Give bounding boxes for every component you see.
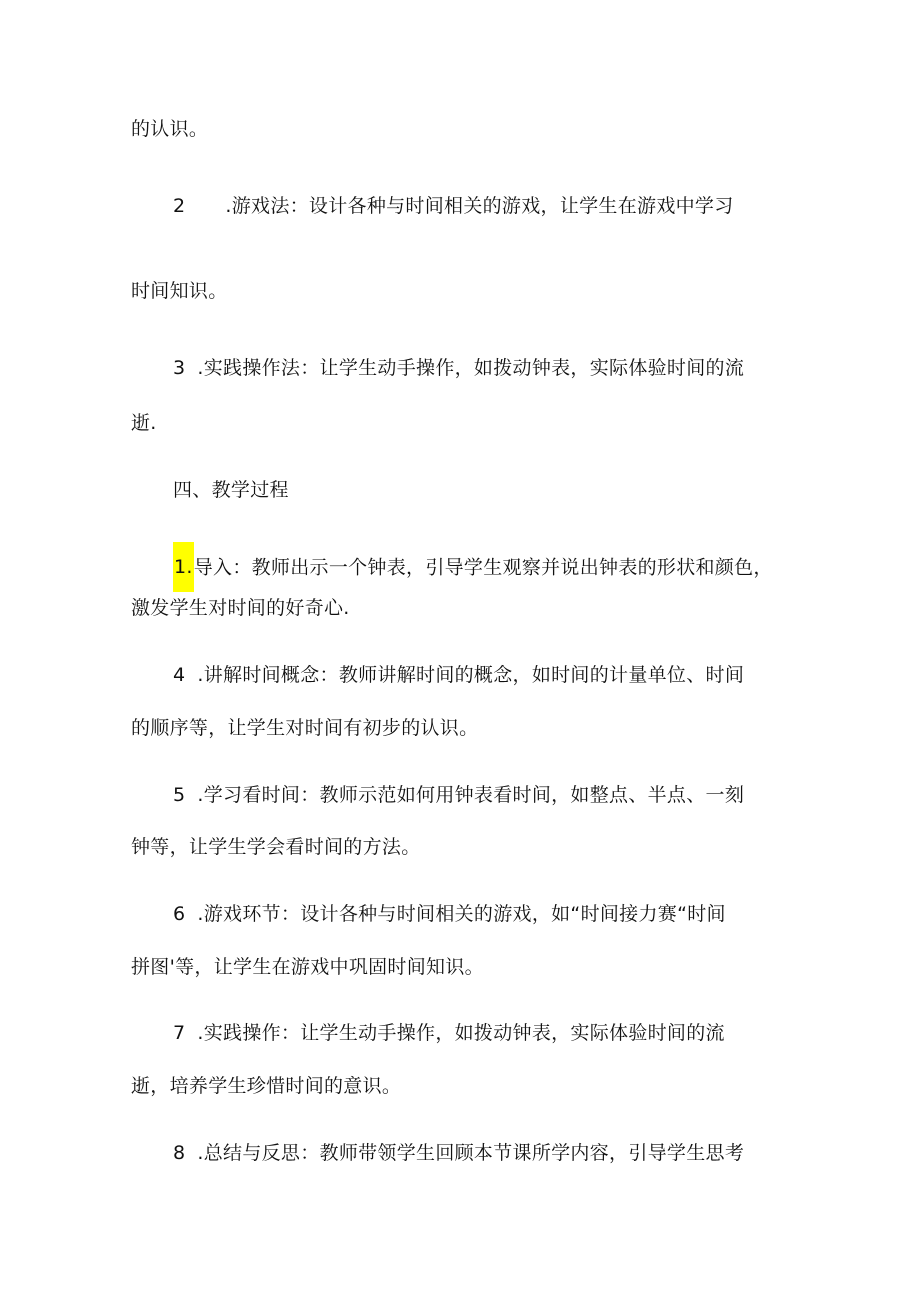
highlighted-list-number: 1. [173,542,194,592]
list-number: 8 [173,1142,186,1164]
line-text: 拼图'等，让学生在游戏中巩固时间知识。 [131,956,484,978]
section-heading [173,478,289,502]
list-item [173,1021,725,1045]
line-text: 激发学生对时间的好奇心. [131,597,350,619]
list-number: 2 [173,195,186,217]
list-item [173,194,734,218]
text-line [131,716,478,740]
list-item [173,356,744,380]
list-item [173,783,744,807]
text-line [131,596,350,620]
list-number: 4 [173,664,186,686]
list-number: 7 [173,1022,186,1044]
list-item-text: 导入：教师出示一个钟表，引导学生观察并说出钟表的形状和颜色， [193,556,773,579]
list-number: 5 [173,784,186,806]
section-heading-text: 四、教学过程 [173,479,289,501]
list-item [173,1141,744,1165]
list-item [173,543,773,593]
line-text: 的顺序等，让学生对时间有初步的认识。 [131,717,479,739]
list-item-text: .实践操作：让学生动手操作，如拨动钟表，实际体验时间的流 [197,1022,725,1044]
list-item [173,663,744,687]
line-text: 的认识。 [131,118,209,140]
list-item-text: .游戏环节：设计各种与时间相关的游戏，如“时间接力赛“时间 [197,903,726,925]
text-line [131,1074,401,1098]
line-text: 钟等，让学生学会看时间的方法。 [131,836,421,858]
line-text: 时间知识。 [131,280,228,302]
list-item-text: .实践操作法：让学生动手操作，如拨动钟表，实际体验时间的流 [197,357,745,379]
line-text: 逝. [131,412,157,434]
line-text: 逝，培养学生珍惜时间的意识。 [131,1075,402,1097]
list-item-text: .学习看时间：教师示范如何用钟表看时间，如整点、半点、一刻 [197,784,745,806]
text-line [131,279,228,303]
text-line [131,955,484,979]
list-number: 6 [173,903,186,925]
list-item-text: .讲解时间概念：教师讲解时间的概念，如时间的计量单位、时间 [197,664,745,686]
list-item [173,902,726,926]
list-item-text: .总结与反思：教师带领学生回顾本节课所学内容，引导学生思考 [197,1142,745,1164]
text-line [131,117,208,141]
list-item-text: .游戏法：设计各种与时间相关的游戏，让学生在游戏中学习 [225,195,734,217]
text-line [131,835,421,859]
text-line [131,411,157,435]
list-number: 3 [173,357,186,379]
